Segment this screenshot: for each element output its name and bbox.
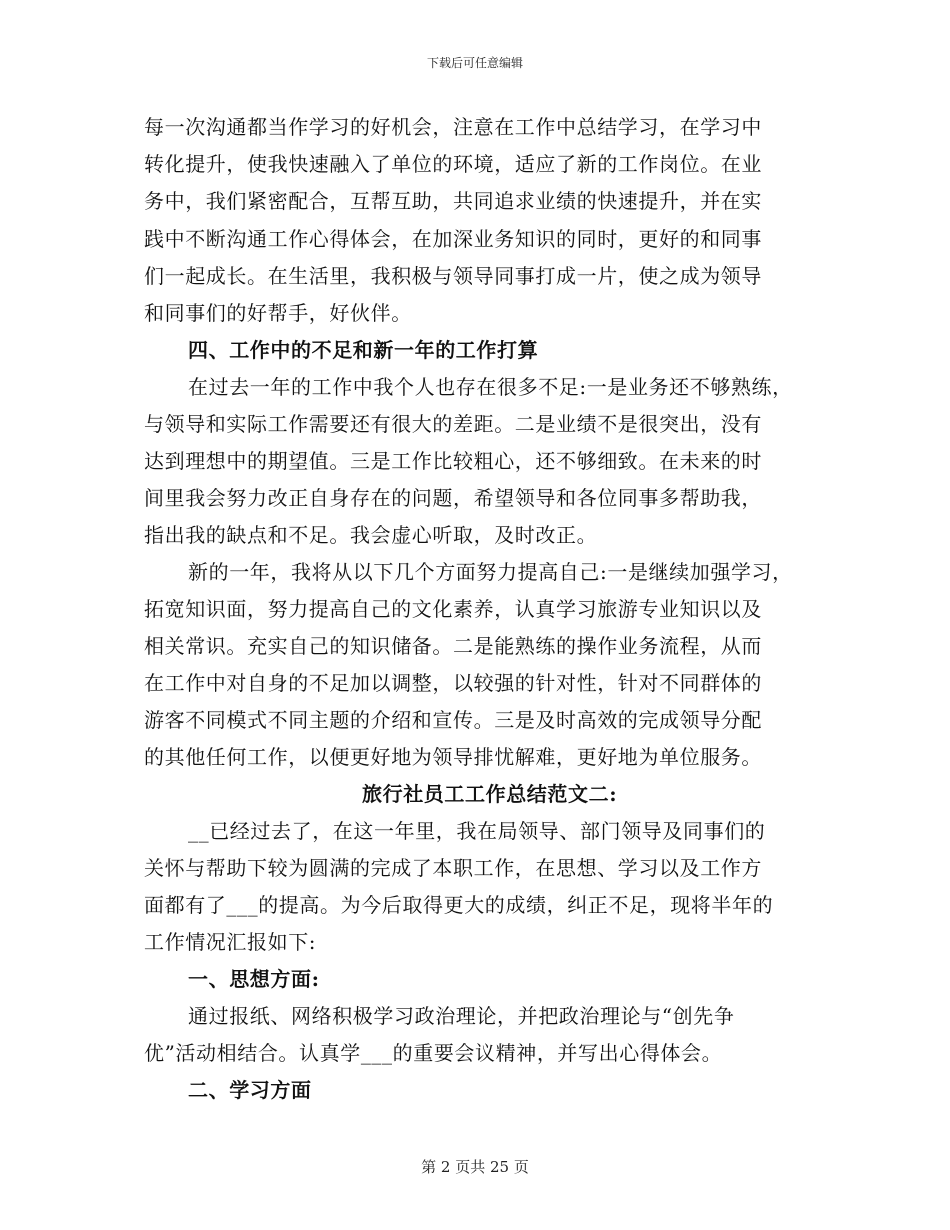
section-heading: 四、工作中的不足和新一年的工作打算 — [188, 338, 539, 362]
body-line: 在工作中对自身的不足加以调整，以较强的针对性，针对不同群体的 — [144, 671, 762, 695]
body-line: 游客不同模式不同主题的介绍和宣传。三是及时高效的完成领导分配 — [144, 708, 762, 732]
body-line: 在过去一年的工作中我个人也存在很多不足:一是业务还不够熟练， — [188, 375, 793, 399]
body-line: 相关常识。充实自己的知识储备。二是能熟练的操作业务流程，从而 — [144, 634, 762, 658]
page-footer: 第 2 页共 25 页 — [421, 1158, 529, 1176]
body-line: 新的一年，我将从以下几个方面努力提高自己:一是继续加强学习， — [188, 560, 793, 584]
body-line: 和同事们的好帮手，好伙伴。 — [144, 301, 412, 325]
body-line: __已经过去了，在这一年里，我在局领导、部门领导及同事们的 — [188, 819, 766, 843]
body-line: 转化提升，使我快速融入了单位的环境，适应了新的工作岗位。在业 — [144, 152, 762, 176]
section-heading: 二、学习方面 — [188, 1078, 312, 1102]
body-line: 们一起成长。在生活里，我积极与领导同事打成一片，使之成为领导 — [144, 264, 762, 288]
section-title: 旅行社员工工作总结范文二: — [362, 782, 618, 806]
body-line: 间里我会努力改正自身存在的问题，希望领导和各位同事多帮助我， — [144, 486, 762, 510]
body-line: 每一次沟通都当作学习的好机会，注意在工作中总结学习，在学习中 — [144, 115, 762, 139]
body-line: 践中不断沟通工作心得体会，在加深业务知识的同时，更好的和同事 — [144, 227, 762, 251]
body-line: 达到理想中的期望值。三是工作比较粗心，还不够细致。在未来的时 — [144, 449, 762, 473]
body-line: 优”活动相结合。认真学___的重要会议精神，并写出心得体会。 — [144, 1041, 723, 1065]
page-header: 下载后可任意编辑 — [426, 56, 523, 70]
body-line: 务中，我们紧密配合，互帮互助，共同追求业绩的快速提升，并在实 — [144, 189, 762, 213]
body-line: 工作情况汇报如下: — [144, 930, 317, 954]
body-line: 与领导和实际工作需要还有很大的差距。二是业绩不是很突出，没有 — [144, 412, 762, 436]
body-line: 关怀与帮助下较为圆满的完成了本职工作，在思想、学习以及工作方 — [144, 856, 762, 880]
body-line: 面都有了___的提高。为今后取得更大的成绩，纠正不足，现将半年的 — [144, 893, 774, 917]
body-line: 拓宽知识面，努力提高自己的文化素养，认真学习旅游专业知识以及 — [144, 597, 762, 621]
section-heading: 一、思想方面: — [188, 967, 320, 991]
body-line: 的其他任何工作，以便更好地为领导排忧解难，更好地为单位服务。 — [144, 745, 762, 769]
body-line: 通过报纸、网络积极学习政治理论，并把政治理论与“创先争 — [188, 1004, 735, 1028]
body-line: 指出我的缺点和不足。我会虚心听取，及时改正。 — [144, 523, 598, 547]
